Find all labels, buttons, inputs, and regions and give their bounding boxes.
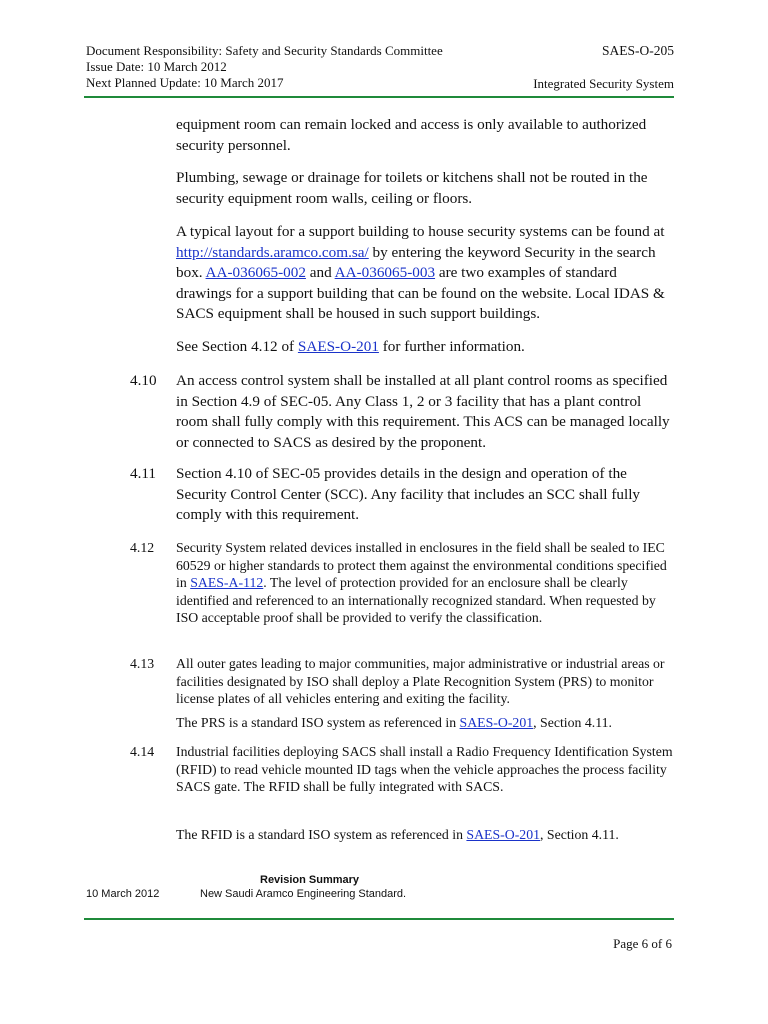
revision-description: New Saudi Aramco Engineering Standard. xyxy=(200,888,407,900)
section-4-10-text: An access control system shall be installed at all plant control rooms as specified in Section 4.9 of SEC-05. Any Class 1, 2 or 3 facility that has a plant control room shall fully comply with this requirement. This ACS can be managed locally or connected to SACS as desired by the proponent. xyxy=(176,372,670,451)
saes-o-201-link-rfid[interactable]: SAES-O-201 xyxy=(466,827,541,842)
section-number-4-13: 4.13 xyxy=(130,656,155,671)
document-title: Integrated Security System xyxy=(533,76,674,91)
paragraph-support-building: A typical layout for a support building to house security systems can be found at http://standards.aramco.com.sa/ by entering the keyword Security in the search box. AA-036065-002 and AA-036065-003 are two examples of standard drawings for a support building that can be found on the website. Local IDAS & SACS equipment shall be housed in such support buildings. xyxy=(176,223,665,322)
drawing-link-002[interactable]: AA-036065-002 xyxy=(205,264,306,281)
section-4-13-subtext: The PRS is a standard ISO system as referenced in SAES-O-201, Section 4.11. xyxy=(176,715,612,730)
document-code: SAES-O-205 xyxy=(601,43,674,58)
next-update-line: Next Planned Update: 10 March 2017 xyxy=(86,75,284,90)
section-4-11-text: Section 4.10 of SEC-05 provides details in the design and operation of the Security Control Center (SCC). Any facility that includes an SCC shall fully comply with this requirement. xyxy=(176,465,641,523)
section-4-12-text: Security System related devices installed in enclosures in the field shall be sealed to IEC 60529 or higher standards to protect them against the environmental conditions specified in SAES-A-112. The level of protection provided for an enclosure shall be clearly identified and referenced to an internationally recognized standard. When requested by ISO acceptable proof shall be provided to verify the classification. xyxy=(176,540,667,625)
issue-date-line: Issue Date: 10 March 2012 xyxy=(86,59,227,74)
revision-summary-title: Revision Summary xyxy=(260,874,360,886)
page-number: Page 6 of 6 xyxy=(613,936,672,951)
paragraph-equipment-room: equipment room can remain locked and access is only available to authorized security personnel. xyxy=(176,116,647,154)
section-4-14-text: Industrial facilities deploying SACS shall install a Radio Frequency Identification System (RFID) to read vehicle mounted ID tags when the vehicle approaches the process facility SACS gate. The RFID shall be fully integrated with SACS. xyxy=(176,744,673,794)
section-number-4-12: 4.12 xyxy=(130,540,155,555)
section-number-4-14: 4.14 xyxy=(130,744,155,759)
drawing-link-003[interactable]: AA-036065-003 xyxy=(334,264,436,281)
footer-divider xyxy=(84,918,674,920)
responsibility-line: Document Responsibility: Safety and Security Standards Committee xyxy=(86,43,443,58)
paragraph-see-section: See Section 4.12 of SAES-O-201 for further information. xyxy=(176,338,525,355)
saes-o-201-link[interactable]: SAES-O-201 xyxy=(297,338,379,355)
saes-o-201-link-prs[interactable]: SAES-O-201 xyxy=(459,715,534,730)
standards-website-link[interactable]: http://standards.aramco.com.sa/ xyxy=(176,243,369,261)
header-divider xyxy=(84,96,674,98)
saes-a-112-link[interactable]: SAES-A-112 xyxy=(190,575,264,590)
section-number-4-11: 4.11 xyxy=(130,465,157,482)
section-4-13-text: All outer gates leading to major communities, major administrative or industrial areas or facilities designated by ISO shall deploy a Plate Recognition System (PRS) to monitor license plates of all vehicles entering and exiting the facility. xyxy=(176,656,665,706)
section-4-14-subtext: The RFID is a standard ISO system as referenced in SAES-O-201, Section 4.11. xyxy=(176,827,619,842)
revision-date: 10 March 2012 xyxy=(86,888,160,900)
paragraph-plumbing: Plumbing, sewage or drainage for toilets or kitchens shall not be routed in the security equipment room walls, ceiling or floors. xyxy=(176,169,648,207)
section-number-4-10: 4.10 xyxy=(130,372,157,389)
